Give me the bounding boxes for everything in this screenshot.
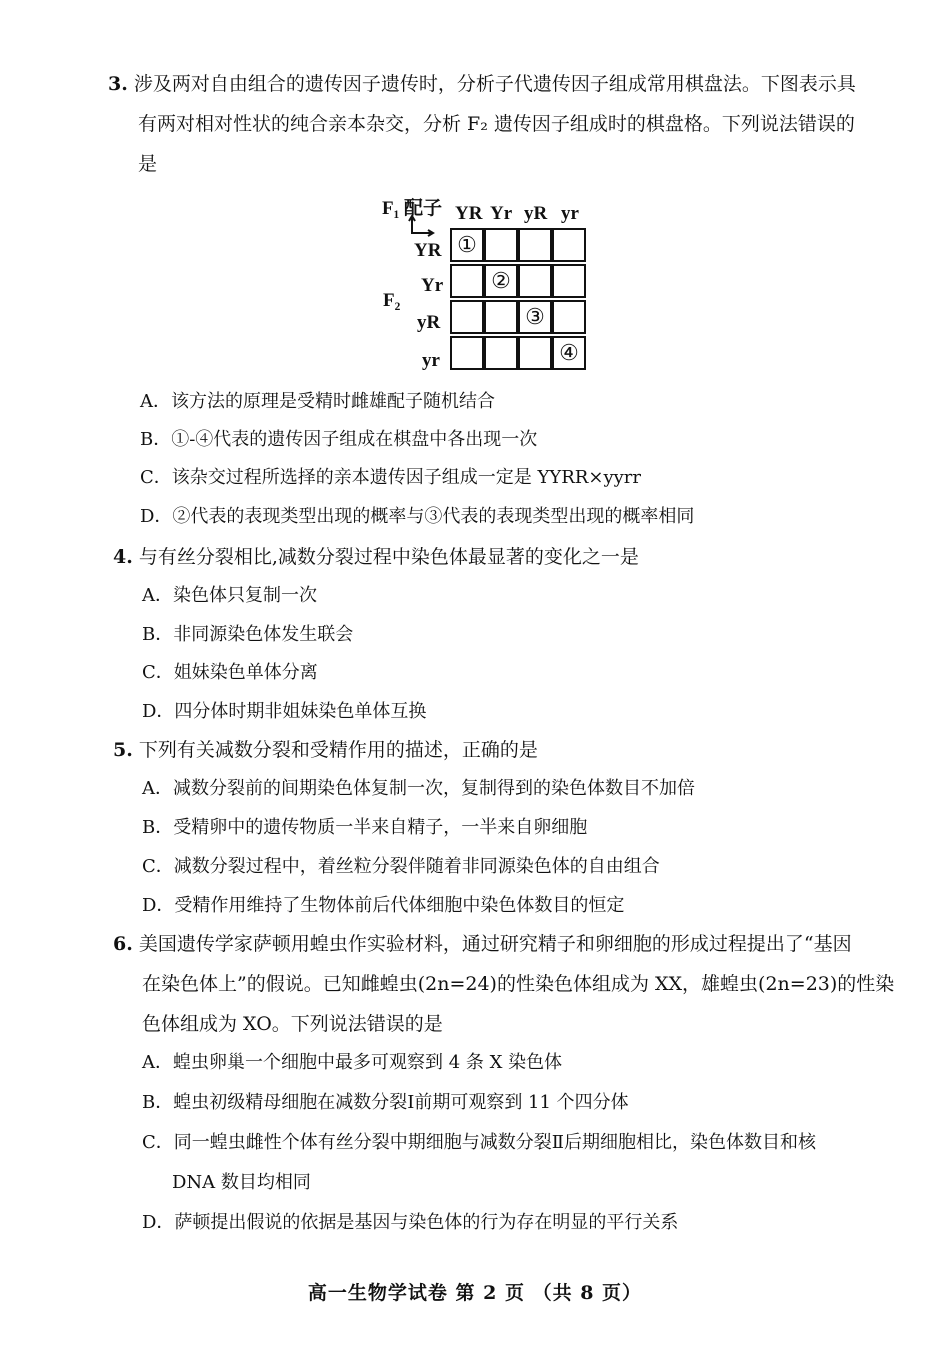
circled-mark: ③ — [525, 304, 545, 330]
f1-gamete-label: F₁ 配子 — [382, 198, 443, 219]
option-d: D．四分体时期非姐妹染色单体互换 — [142, 701, 427, 722]
option-c: C．减数分裂过程中，着丝粒分裂伴随着非同源染色体的自由组合 — [142, 856, 660, 877]
option-a: A．染色体只复制一次 — [142, 585, 317, 606]
question-stem: 有两对相对性状的纯合亲本杂交，分析 F₂ 遗传因子组成时的棋盘格。下列说法错误的 — [138, 113, 855, 135]
grid-cell — [518, 228, 552, 262]
page-footer: 高一生物学试卷 第 2 页 （共 8 页） — [307, 1282, 643, 1304]
question-stem: 是 — [138, 153, 158, 175]
arrow-icon — [408, 215, 438, 239]
grid-cell — [552, 264, 586, 298]
question-number: 4. — [113, 546, 133, 568]
question-number: 6. — [113, 933, 133, 955]
option-b: B．蝗虫初级精母细胞在减数分裂Ⅰ前期可观察到 11 个四分体 — [142, 1092, 629, 1113]
column-header: yr — [561, 203, 579, 224]
grid-cell — [552, 300, 586, 334]
option-c: C．同一蝗虫雌性个体有丝分裂中期细胞与减数分裂Ⅱ后期细胞相比，染色体数目和核 — [142, 1132, 817, 1153]
column-header: yR — [524, 203, 548, 224]
grid-cell — [450, 300, 484, 334]
question-stem: 与有丝分裂相比,减数分裂过程中染色体最显著的变化之一是 — [138, 546, 639, 568]
question-stem: 色体组成为 XO。下列说法错误的是 — [142, 1013, 443, 1035]
grid-cell — [484, 336, 518, 370]
question-number: 5. — [113, 739, 133, 761]
option-c-continued: DNA 数目均相同 — [172, 1172, 311, 1193]
question-stem: 美国遗传学家萨顿用蝗虫作实验材料，通过研究精子和卵细胞的形成过程提出了“基因 — [138, 933, 852, 955]
grid-cell — [518, 264, 552, 298]
grid-cell — [518, 300, 552, 334]
option-a: A．该方法的原理是受精时雌雄配子随机结合 — [140, 391, 495, 412]
question-number: 3. — [108, 73, 128, 95]
column-header: Yr — [490, 203, 513, 224]
grid-cell — [552, 336, 586, 370]
option-c: C．该杂交过程所选择的亲本遗传因子组成一定是 YYRR×yyrr — [140, 467, 641, 488]
question-stem: 涉及两对自由组合的遗传因子遗传时，分析子代遗传因子组成常用棋盘法。下图表示具 — [133, 73, 856, 95]
grid-cell — [450, 264, 484, 298]
row-header: yr — [422, 350, 440, 371]
circled-mark: ④ — [559, 340, 579, 366]
grid-cell — [450, 336, 484, 370]
grid-cell — [450, 228, 484, 262]
option-d: D．萨顿提出假说的依据是基因与染色体的行为存在明显的平行关系 — [142, 1212, 679, 1233]
grid-cell — [552, 228, 586, 262]
grid-cell — [484, 300, 518, 334]
circled-mark: ② — [491, 268, 511, 294]
circled-mark: ① — [457, 232, 477, 258]
grid-cell — [484, 228, 518, 262]
row-header: yR — [417, 312, 441, 333]
option-d: D．受精作用维持了生物体前后代体细胞中染色体数目的恒定 — [142, 895, 625, 916]
question-stem: 下列有关减数分裂和受精作用的描述，正确的是 — [138, 739, 538, 761]
option-a: A．蝗虫卵巢一个细胞中最多可观察到 4 条 X 染色体 — [142, 1052, 563, 1073]
option-c: C．姐妹染色单体分离 — [142, 662, 318, 683]
row-header: YR — [414, 240, 442, 261]
f2-label: F₂ — [383, 290, 401, 311]
option-d: D．②代表的表现类型出现的概率与③代表的表现类型出现的概率相同 — [140, 506, 695, 527]
grid-cell — [518, 336, 552, 370]
option-a: A．减数分裂前的间期染色体复制一次，复制得到的染色体数目不加倍 — [142, 778, 695, 799]
question-stem: 在染色体上”的假说。已知雌蝗虫(2n=24)的性染色体组成为 XX，雄蝗虫(2n=23)的性染 — [142, 973, 895, 995]
grid-cell — [484, 264, 518, 298]
column-header: YR — [455, 203, 483, 224]
option-b: B．①-④代表的遗传因子组成在棋盘中各出现一次 — [140, 429, 538, 450]
option-b: B．非同源染色体发生联会 — [142, 624, 354, 645]
option-b: B．受精卵中的遗传物质一半来自精子，一半来自卵细胞 — [142, 817, 588, 838]
row-header: Yr — [421, 275, 444, 296]
